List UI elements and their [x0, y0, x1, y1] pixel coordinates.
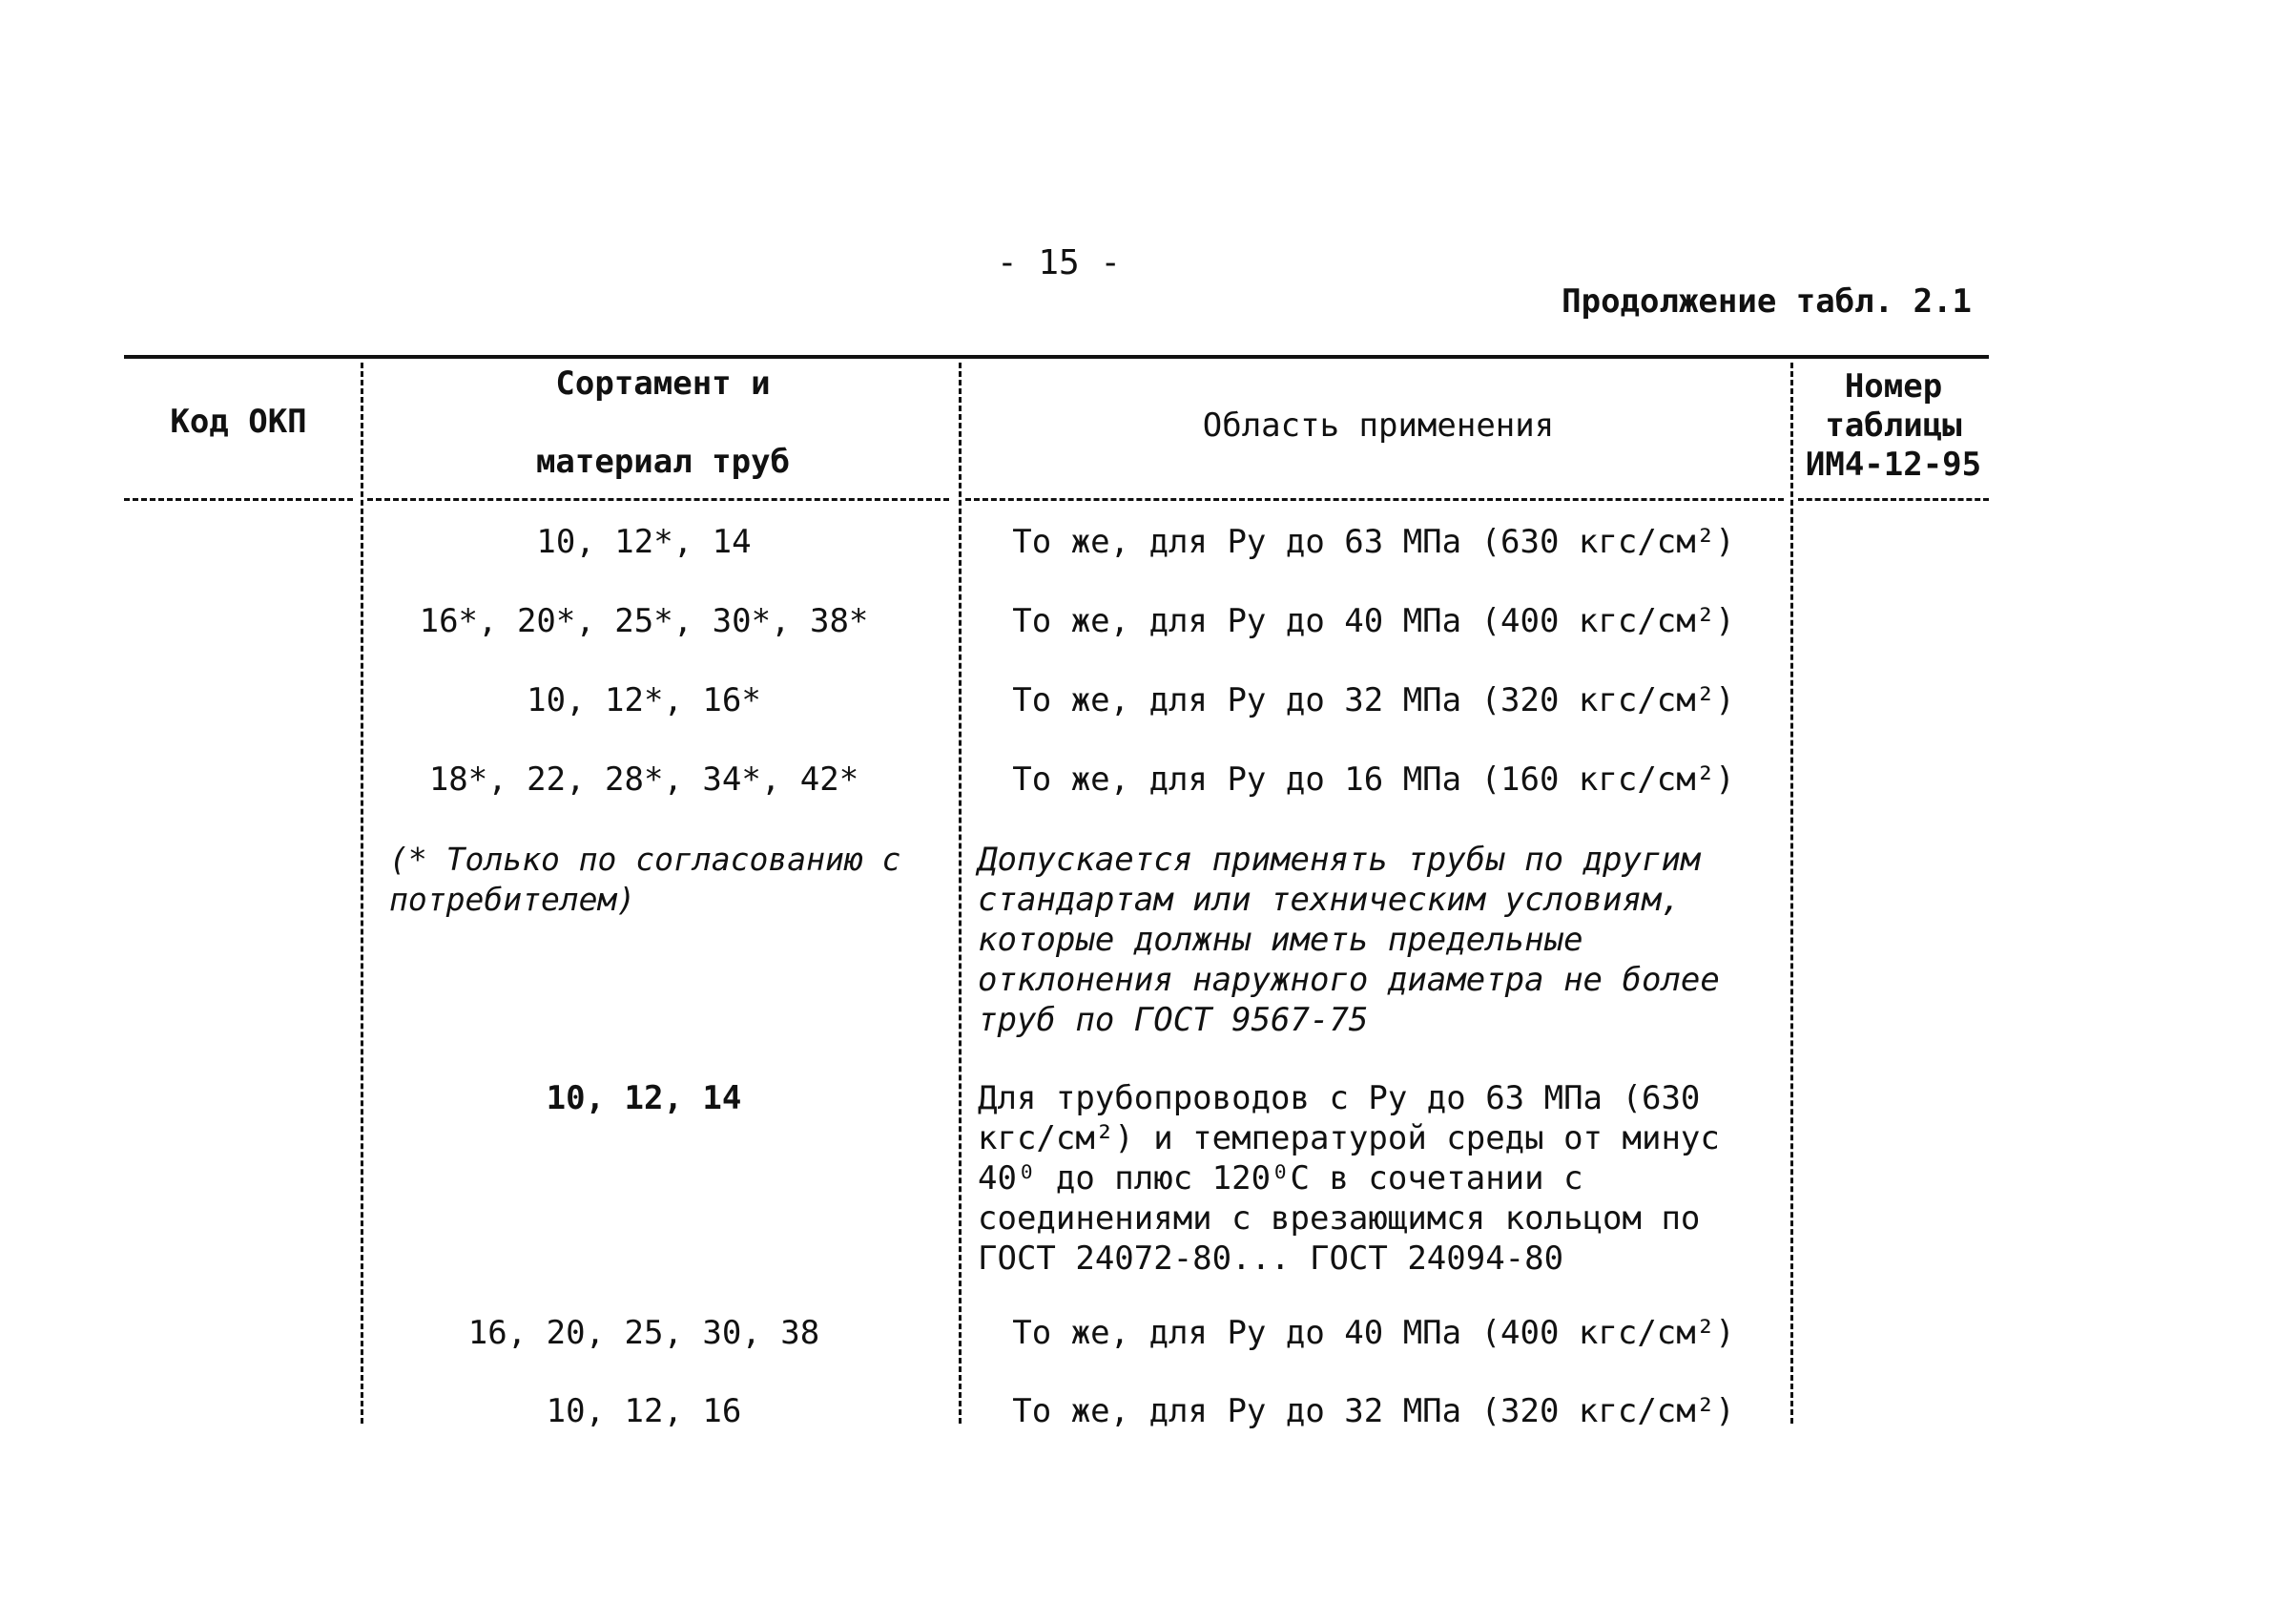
table-top-rule [124, 355, 1989, 359]
table-row-application: То же, для Ру до 63 МПа (630 кгс/см²) [1012, 523, 1735, 561]
column-separator [959, 363, 962, 1424]
table-row-application-note: Допускается применять трубы по другим стандартам или техническим условиям, которые должны иметь предельные отклонения наружного диаметра не более труб по ГОСТ 9567-75 [978, 841, 1720, 1039]
table-row-assortment: 10, 12, 16 [546, 1392, 742, 1430]
table-continuation-label: Продолжение табл. 2.1 [1562, 282, 1972, 321]
table-row-assortment: 10, 12*, 14 [536, 523, 752, 561]
column-separator [1790, 363, 1793, 1424]
footnote-consumer-agreement: (* Только по согласованию с потребителем) [389, 841, 901, 918]
table-row-assortment: 10, 12, 14 [546, 1079, 742, 1117]
table-row-application: То же, для Ру до 32 МПа (320 кгс/см²) [1012, 681, 1735, 719]
table-row-application: То же, для Ру до 16 МПа (160 кгс/см²) [1012, 760, 1735, 799]
header-okp-code: Код ОКП [170, 403, 307, 441]
table-row-assortment: 16, 20, 25, 30, 38 [467, 1314, 820, 1352]
header-divider-col4 [1798, 498, 1989, 501]
table-row-application: То же, для Ру до 40 МПа (400 кгс/см²) [1012, 1314, 1735, 1352]
header-table-number-line3: ИМ4-12-95 [1805, 446, 1982, 484]
page-number: - 15 - [996, 243, 1122, 282]
header-assortment-line2: материал труб [535, 443, 791, 481]
table-row-assortment: 10, 12*, 16* [527, 681, 761, 719]
header-assortment-line1: Сортамент и [555, 364, 771, 403]
header-divider-col3 [965, 498, 1784, 501]
header-application-area: Область применения [1202, 406, 1555, 445]
table-row-application: Для трубопроводов с Ру до 63 МПа (630 кгс/см²) и температурой среды от минус 40⁰ до плюс 120⁰С в сочетании с соединениями с врезающимся кольцом по ГОСТ 24072-80... ГОСТ 24094-80 [978, 1079, 1720, 1278]
header-table-number-line2: таблицы [1825, 406, 1962, 445]
header-divider-col2 [367, 498, 949, 501]
header-divider-col1 [124, 498, 353, 501]
table-row-assortment: 16*, 20*, 25*, 30*, 38* [419, 602, 869, 640]
header-table-number-line1: Номер [1844, 367, 1943, 406]
table-row-assortment: 18*, 22, 28*, 34*, 42* [428, 760, 859, 799]
table-row-application: То же, для Ру до 40 МПа (400 кгс/см²) [1012, 602, 1735, 640]
table-row-application: То же, для Ру до 32 МПа (320 кгс/см²) [1012, 1392, 1735, 1430]
